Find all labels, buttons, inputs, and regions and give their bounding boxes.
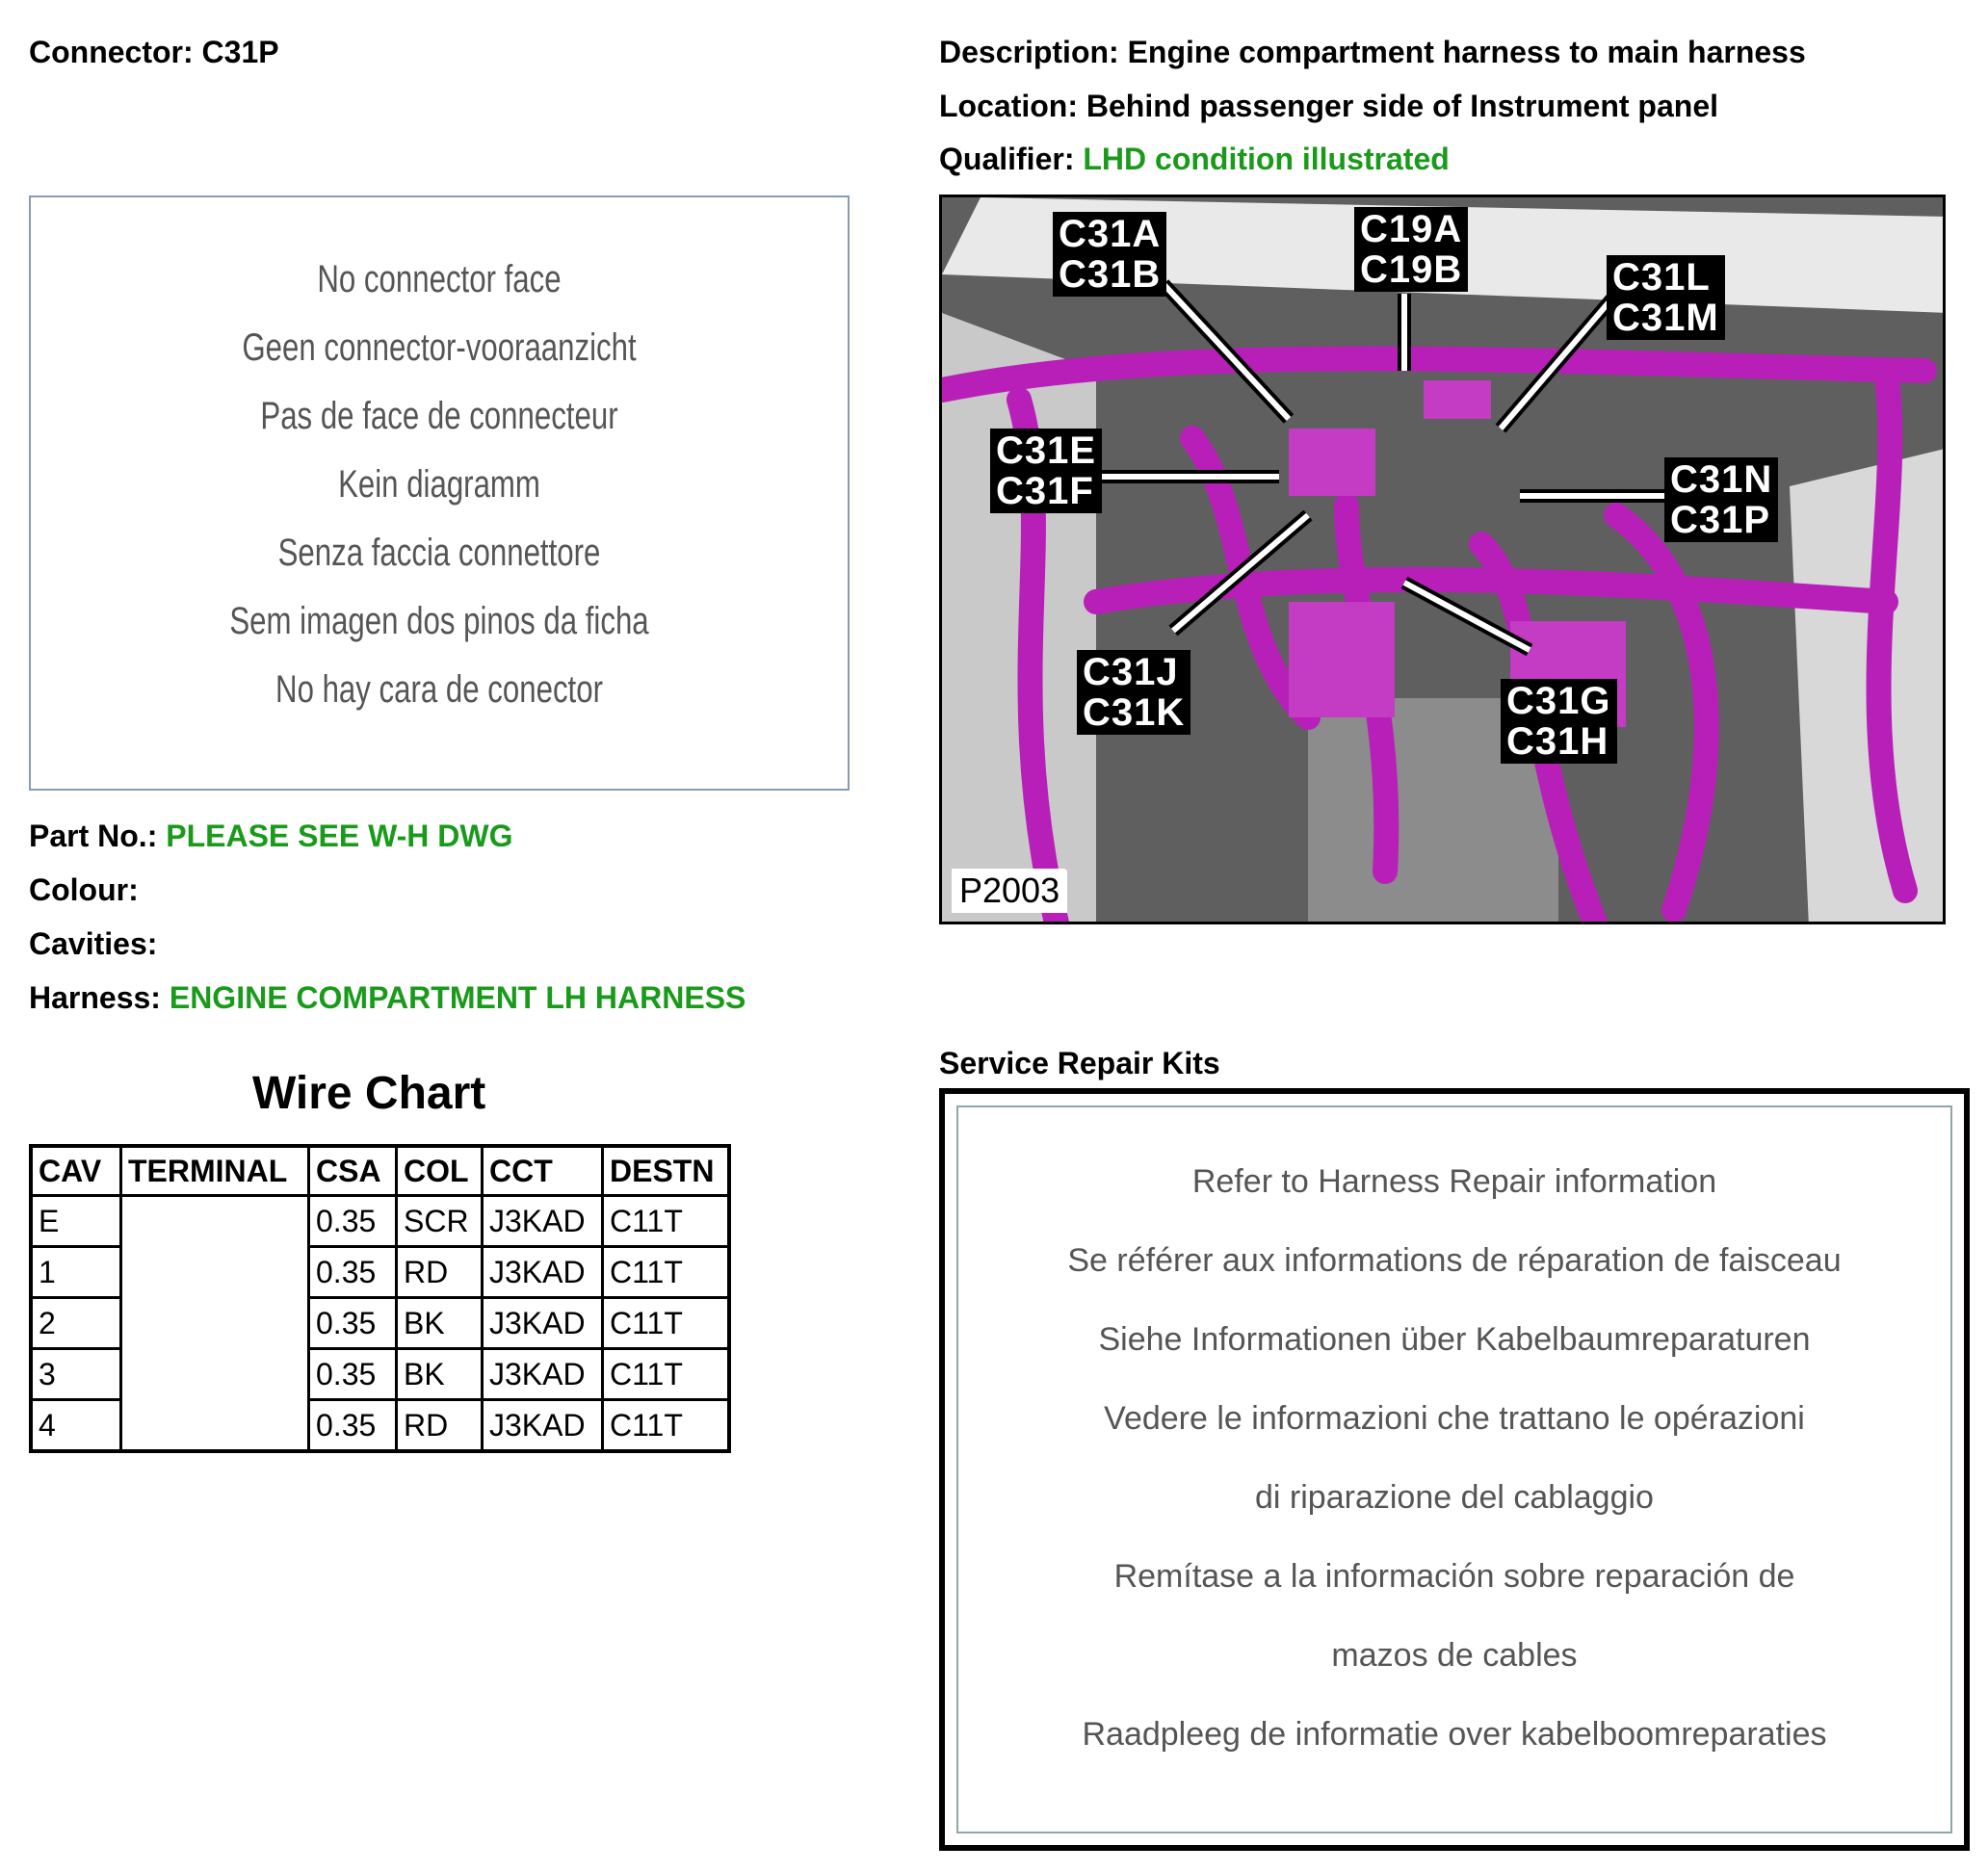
cell-destn: C11T	[603, 1349, 730, 1400]
label-line: C31G	[1506, 680, 1611, 722]
description-label: Description:	[939, 35, 1119, 69]
kit-line: Remítase a la información sobre reparación de	[1113, 1558, 1795, 1595]
col-header-col: COL	[397, 1146, 483, 1196]
location-value: Behind passenger side of Instrument panel	[1086, 89, 1718, 123]
label-line: C31H	[1506, 720, 1609, 763]
label-line: C19B	[1360, 248, 1463, 291]
location-illustration	[939, 195, 1946, 924]
photo-label-c31j	[1077, 650, 1190, 735]
cell-cct: J3KAD	[483, 1196, 603, 1247]
photo-label-c31g	[1501, 679, 1617, 764]
col-header-csa: CSA	[309, 1146, 397, 1196]
cell-col: RD	[397, 1247, 483, 1298]
cell-col: BK	[397, 1349, 483, 1400]
harness-label: Harness:	[29, 980, 161, 1015]
table-header-row	[31, 1146, 729, 1196]
label-line: C31F	[996, 470, 1094, 512]
label-line: C31N	[1670, 458, 1773, 501]
label-line: C31E	[996, 429, 1097, 472]
repair-kits-inner	[956, 1105, 1952, 1833]
photo-label-c19a	[1354, 207, 1468, 292]
photo-label-c31l	[1607, 255, 1725, 340]
harness-illustration	[942, 197, 1946, 924]
photo-ref-label: P2003	[952, 869, 1067, 913]
kit-line: Raadpleeg de informatie over kabelboomreparaties	[1082, 1716, 1827, 1753]
connector-label: Connector:	[29, 35, 194, 69]
face-line: Geen connector-vooraanzicht	[242, 326, 637, 369]
cell-csa: 0.35	[309, 1298, 397, 1349]
label-line: C31P	[1670, 499, 1771, 541]
face-line: Kein diagramm	[338, 463, 540, 506]
col-header-cav: CAV	[31, 1146, 121, 1196]
label-line: C31J	[1083, 651, 1179, 693]
repair-kits-box	[939, 1088, 1970, 1851]
connector-value: C31P	[201, 35, 279, 69]
label-line: C31A	[1059, 213, 1162, 255]
colour-label: Colour:	[29, 872, 139, 907]
cell-cav: 2	[31, 1298, 121, 1349]
connector-face-lines	[31, 246, 848, 724]
cell-cav: 1	[31, 1247, 121, 1298]
kit-line: mazos de cables	[1331, 1637, 1578, 1674]
cavities-label: Cavities:	[29, 926, 158, 961]
face-line: Senza faccia connettore	[277, 532, 601, 574]
qualifier-value: LHD condition illustrated	[1083, 142, 1450, 176]
description-field	[939, 33, 1806, 71]
table-row	[31, 1196, 729, 1247]
connector-field	[29, 33, 279, 71]
cavities-field	[29, 924, 157, 963]
cell-terminal	[121, 1196, 309, 1452]
cell-cav: 4	[31, 1400, 121, 1452]
label-line: C31M	[1612, 297, 1719, 339]
wire-chart-table	[29, 1144, 731, 1453]
cell-cav: 3	[31, 1349, 121, 1400]
cell-cct: J3KAD	[483, 1298, 603, 1349]
cell-csa: 0.35	[309, 1349, 397, 1400]
harness-field	[29, 978, 746, 1017]
kit-line: Refer to Harness Repair information	[1191, 1163, 1717, 1200]
col-header-terminal: TERMINAL	[121, 1146, 309, 1196]
cell-destn: C11T	[603, 1196, 730, 1247]
face-line: Sem imagen dos pinos da ficha	[229, 600, 649, 642]
location-label: Location:	[939, 89, 1078, 123]
part-value: PLEASE SEE W-H DWG	[166, 819, 513, 853]
cell-destn: C11T	[603, 1247, 730, 1298]
cell-csa: 0.35	[309, 1247, 397, 1298]
cell-destn: C11T	[603, 1298, 730, 1349]
col-header-cct: CCT	[483, 1146, 603, 1196]
kit-line: di riparazione del cablaggio	[1255, 1479, 1654, 1516]
label-line: C31L	[1612, 256, 1711, 299]
cell-col: BK	[397, 1298, 483, 1349]
part-field	[29, 817, 513, 855]
kit-line: Siehe Informationen über Kabelbaumreparaturen	[1098, 1321, 1811, 1358]
cell-destn: C11T	[603, 1400, 730, 1452]
cell-col: SCR	[397, 1196, 483, 1247]
cell-csa: 0.35	[309, 1400, 397, 1452]
harness-value: ENGINE COMPARTMENT LH HARNESS	[169, 980, 746, 1015]
repair-kits-title: Service Repair Kits	[939, 1046, 1220, 1080]
photo-label-c31a	[1053, 212, 1166, 297]
cell-csa: 0.35	[309, 1196, 397, 1247]
col-header-destn: DESTN	[603, 1146, 730, 1196]
label-line: C19A	[1360, 208, 1463, 250]
label-line: C31B	[1059, 253, 1162, 296]
kit-line: Vedere le informazioni che trattano le opérazioni	[1104, 1400, 1805, 1437]
connector-face-box	[29, 195, 850, 791]
colour-field	[29, 871, 139, 909]
location-field	[939, 87, 1718, 125]
qualifier-label: Qualifier:	[939, 142, 1075, 176]
cell-col: RD	[397, 1400, 483, 1452]
repair-kits-lines	[958, 1142, 1950, 1774]
photo-label-c31e	[990, 429, 1102, 513]
face-line: No connector face	[317, 258, 562, 300]
part-label: Part No.:	[29, 819, 158, 853]
cell-cct: J3KAD	[483, 1349, 603, 1400]
qualifier-field	[939, 140, 1450, 178]
face-line: No hay cara de conector	[275, 668, 603, 711]
description-value: Engine compartment harness to main harness	[1127, 35, 1806, 69]
face-line: Pas de face de connecteur	[260, 395, 618, 437]
wire-chart-title: Wire Chart	[252, 1068, 486, 1119]
cell-cct: J3KAD	[483, 1247, 603, 1298]
photo-label-c31n	[1664, 457, 1778, 542]
cell-cav: E	[31, 1196, 121, 1247]
kit-line: Se référer aux informations de réparation de faisceau	[1067, 1242, 1842, 1279]
cell-cct: J3KAD	[483, 1400, 603, 1452]
label-line: C31K	[1083, 691, 1186, 734]
